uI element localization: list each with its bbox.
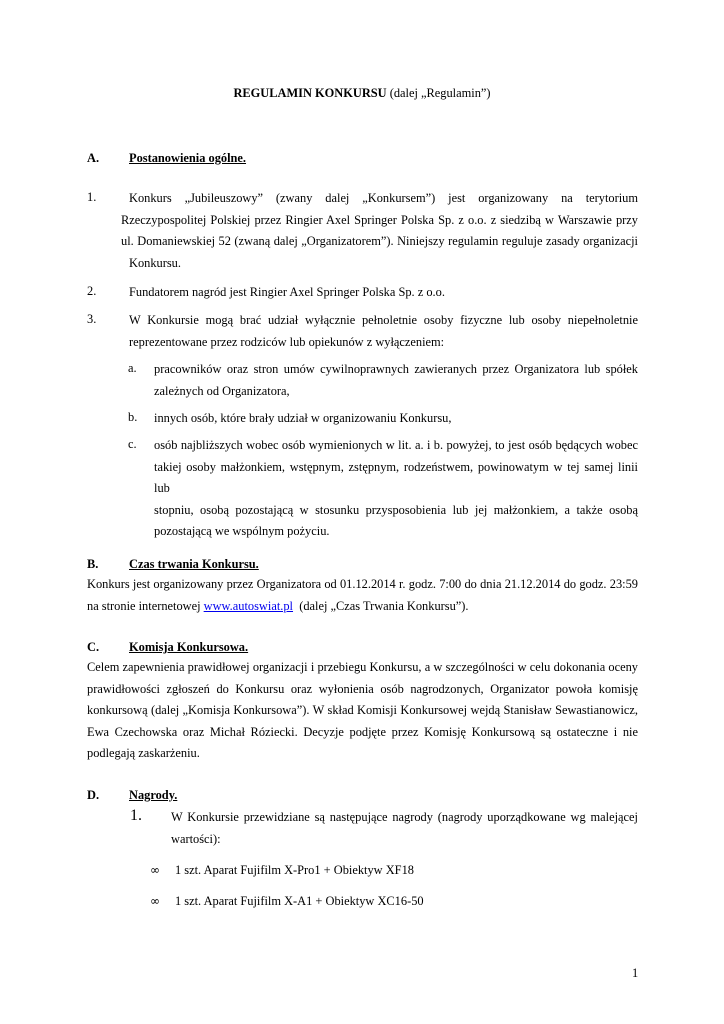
text-line: W Konkursie przewidziane są następujące nagrody (nagrody uporządkowane wg malejącej — [171, 810, 638, 824]
section-a-letter: A. — [87, 151, 100, 165]
text-line: takiej osoby małżonkiem, wstępnym, zstępnym, rodzeństwem, powinowatym w tej samej linii lub — [154, 459, 638, 495]
subitem-text — [154, 359, 638, 402]
section-b-letter: B. — [87, 557, 99, 571]
section-b-text — [87, 574, 638, 617]
subitem-letter: b. — [128, 410, 138, 424]
section-b-heading — [87, 557, 259, 572]
page-number: 1 — [632, 966, 639, 980]
text-line: reprezentowane przez rodziców lub opiekunów z wyłączeniem: — [129, 334, 445, 349]
text-line: Ewa Czechowska oraz Michał Róziecki. Decyzje podjęte przez Komisję Konkursową są ostateczne i nie — [87, 724, 638, 739]
subitem-letter: c. — [128, 437, 137, 451]
item-text — [129, 310, 638, 353]
text-line: osób najbliższych wobec osób wymienionych w lit. a. i b. powyżej, to jest osób będących wobec — [154, 438, 638, 452]
text-line: Konkurs jest organizowany przez Organizatora od 01.12.2014 r. godz. 7:00 do dnia 21.12.2014 do godz. 23:59 — [87, 577, 638, 591]
text-line: Konkursu. — [129, 255, 181, 270]
item-number: 3. — [87, 312, 97, 326]
item-text — [129, 282, 638, 304]
text-line: prawidłowości zgłoszeń do Konkursu oraz wyłonienia osób nagrodzonych, Organizator powoła komisję — [87, 681, 638, 696]
section-c-heading — [87, 640, 248, 655]
item-text — [121, 188, 638, 274]
text-line: konkursową (dalej „Komisja Konkursowa”). W skład Komisji Konkursowej wejdą Stanisław Sewastianowicz, — [87, 703, 638, 717]
section-d-item-text — [171, 807, 638, 850]
section-a-heading — [87, 151, 246, 166]
infinity-bullet-icon: ∞ — [150, 863, 160, 877]
text-line: Celem zapewnienia prawidłowej organizacji i przebiegu Konkursu, a w szczególności w celu dokonania oceny — [87, 660, 638, 674]
text-line: podlegają zaskarżeniu. — [87, 746, 200, 760]
section-b-title: Czas trwania Konkursu. — [129, 557, 259, 571]
section-d-heading — [87, 788, 177, 803]
text-fragment: (dalej „Czas Trwania Konkursu”). — [293, 598, 469, 613]
prize-text: 1 szt. Aparat Fujifilm X-A1 + Obiektyw XC16-50 — [175, 894, 424, 908]
subitem-text — [154, 435, 638, 543]
text-line: zależnych od Organizatora, — [154, 383, 290, 398]
text-line: wartości): — [171, 831, 221, 846]
text-line: stopniu, osobą pozostającą w stosunku przysposobienia lub jej małżonkiem, a także osobą — [154, 502, 638, 517]
text-line: Rzeczypospolitej Polskiej przez Ringier Axel Springer Polska Sp. z o.o. z siedzibą w Warszawie przy — [121, 212, 638, 227]
title-bold: REGULAMIN KONKURSU — [233, 86, 387, 100]
section-d-item-number: 1. — [130, 807, 142, 824]
title-rest: (dalej „Regulamin”) — [386, 86, 491, 100]
text-line: pozostającą we wspólnym pożyciu. — [154, 524, 330, 538]
prize-text: 1 szt. Aparat Fujifilm X-Pro1 + Obiektyw XF18 — [175, 863, 414, 877]
section-c-title: Komisja Konkursowa. — [129, 640, 249, 654]
document-title — [0, 86, 724, 101]
text-line: innych osób, które brały udział w organizowaniu Konkursu, — [154, 411, 452, 425]
section-d-letter: D. — [87, 788, 100, 802]
item-number: 2. — [87, 284, 97, 298]
text-line: ul. Domaniewskiej 52 (zwaną dalej „Organizatorem”). Niniejszy regulamin reguluje zasady organizacji — [121, 234, 638, 248]
section-d-title: Nagrody. — [129, 788, 178, 802]
text-line: pracowników oraz stron umów cywilnoprawnych zawieranych przez Organizatora lub spółek — [154, 362, 638, 376]
section-c-letter: C. — [87, 640, 100, 654]
infinity-bullet-icon: ∞ — [150, 894, 160, 908]
section-c-text — [87, 657, 638, 765]
subitem-letter: a. — [128, 361, 137, 375]
text-line: Fundatorem nagród jest Ringier Axel Springer Polska Sp. z o.o. — [129, 285, 445, 299]
text-fragment: na stronie internetowej — [87, 598, 204, 613]
website-link[interactable]: www.autoswiat.pl — [203, 598, 294, 613]
text-line: Konkurs „Jubileuszowy” (zwany dalej „Konkursem”) jest organizowany na terytorium — [129, 191, 638, 205]
section-a-title: Postanowienia ogólne. — [129, 151, 247, 165]
item-number: 1. — [87, 190, 97, 204]
subitem-text — [154, 408, 638, 430]
text-line — [87, 596, 638, 618]
text-line: W Konkursie mogą brać udział wyłącznie pełnoletnie osoby fizyczne lub osoby niepełnoletnie — [129, 313, 638, 327]
